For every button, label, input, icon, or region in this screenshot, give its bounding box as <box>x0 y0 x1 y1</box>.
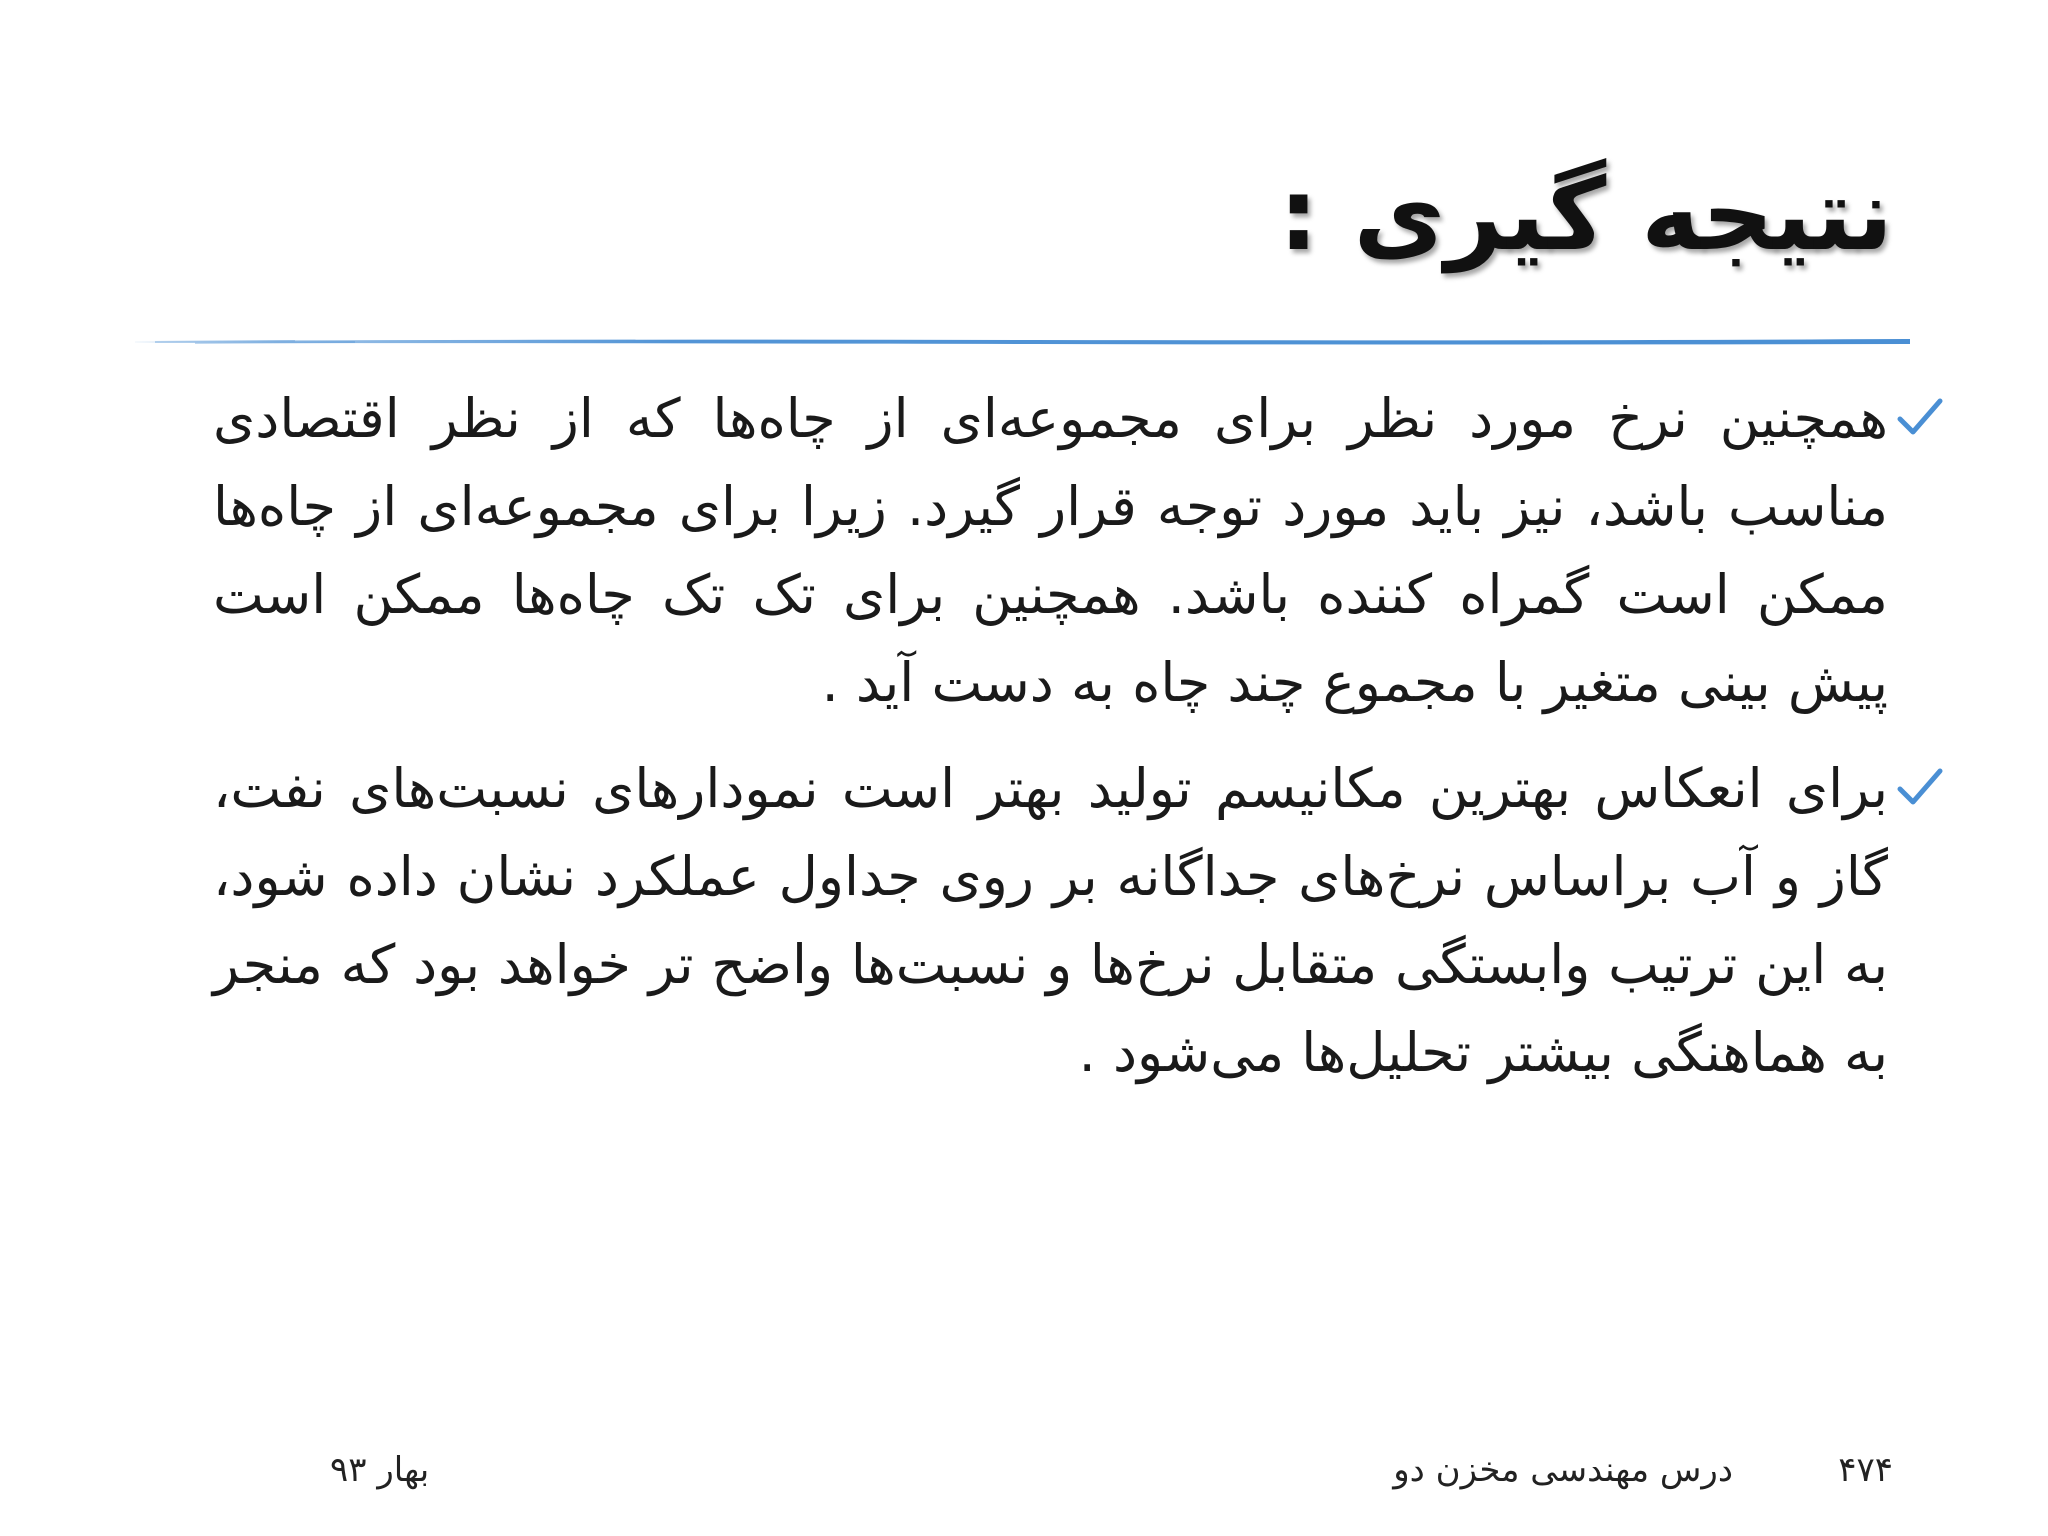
checkmark-icon <box>1897 397 1943 437</box>
checkmark-icon <box>1897 767 1943 807</box>
bullet-item <box>213 745 1943 1097</box>
bullet-text: برای انعکاس بهترین مکانیسم تولید بهتر است نمودارهای نسبت‌های نفت، گاز و آب براساس نرخ‌های جداگانه بر روی جداول عملکرد نشان داده شود، به این ترتیب وابستگی متقابل نرخ‌ها و نسبت‌ها واضح تر خواهد بود که منجر به هماهنگی بیشتر تحلیل‌ها می‌شود . <box>213 757 1888 1084</box>
bullet-item <box>213 375 1943 727</box>
term-label: بهار ۹۳ <box>330 1450 430 1490</box>
bullet-text: همچنین نرخ مورد نظر برای مجموعه‌ای از چاه‌ها که از نظر اقتصادی مناسب باشد، نیز باید مورد توجه قرار گیرد. زیرا برای مجموعه‌ای از چاه‌ها ممکن است گمراه کننده باشد. همچنین برای تک تک چاه‌ها ممکن است پیش بینی متغیر با مجموع چند چاه به دست آید . <box>213 387 1888 714</box>
page-number: ۴۷۴ <box>1838 1450 1893 1490</box>
slide-content <box>213 375 1943 1115</box>
slide-title: نتیجه گیری : <box>1278 156 1893 273</box>
title-divider <box>135 332 1910 350</box>
course-title: درس مهندسی مخزن دو <box>1393 1450 1733 1490</box>
